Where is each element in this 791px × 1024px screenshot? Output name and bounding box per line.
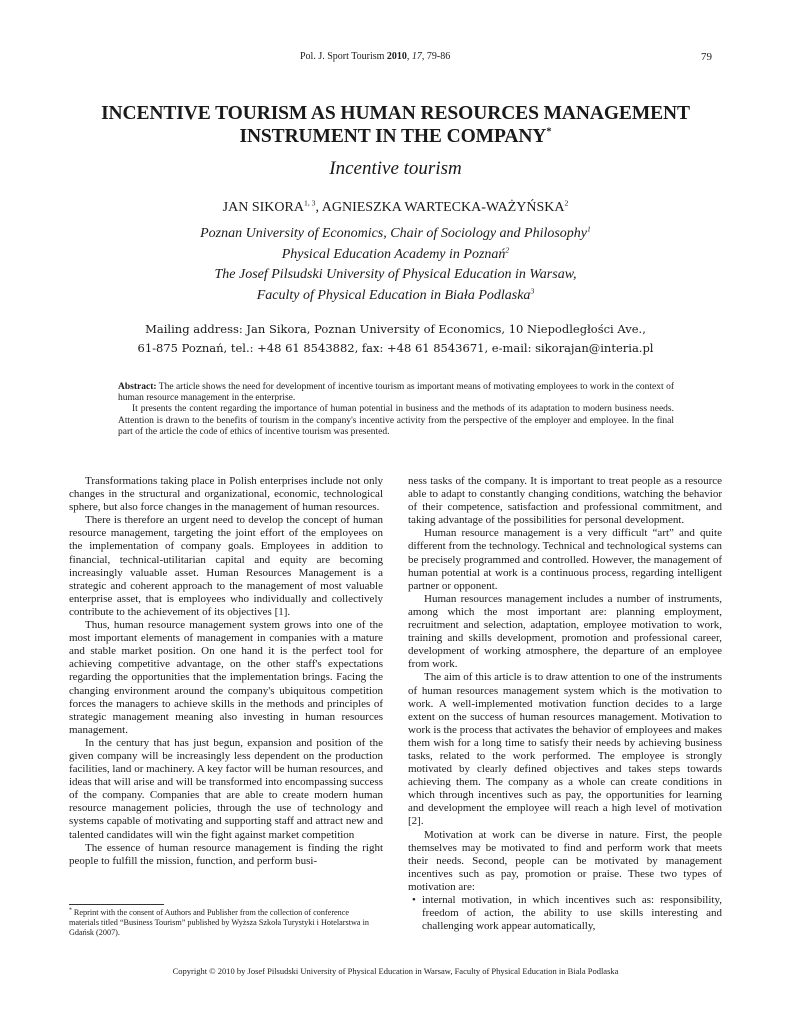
paragraph: Transformations taking place in Polish enterprises include not only changes in the structural and organizational, economic, technological sphere, but also force changes in the management of human resources. [69, 475, 383, 514]
paragraph: Human resource management is a very difficult “art” and quite different from the technology. Technical and technological systems can be precisely programmed and controlled. However, the management of human potential at work is a continuous process, regarding intelligent partner or opponent. [408, 527, 722, 592]
body-column-left [69, 475, 383, 868]
paper-subtitle: Incentive tourism [329, 158, 462, 179]
copyright-notice: Copyright © 2010 by Josef Pilsudski University of Physical Education in Warsaw, Faculty of Physical Education in Biala Podlaska [172, 966, 619, 976]
affiliation-2: Physical Education Academy in Poznań$^2$ [281, 244, 510, 262]
paragraph: ness tasks of the company. It is important to treat people as a resource able to adapt to constantly changing conditions, watching the behavior of their competence, satisfaction and professional commitment, and taking advantage of the possibilities for personal development. [408, 475, 722, 527]
mailing-line-2: 61-875 Poznań, tel.: +48 61 8543882, fax: +48 61 8543671, e-mail: sikorajan@interia.pl [137, 341, 654, 355]
paragraph: Human resources management includes a number of instruments, among which the most important are: planning employment, recruitment and selection, adaptation, employee motivation to work, training and skills development, promotion and professional career, development of working atmosphere, the departure of an employee from work. [408, 592, 722, 671]
title-footnote-marker: * [546, 125, 552, 138]
motivation-list [408, 894, 722, 933]
footnote-divider [69, 904, 164, 905]
paragraph: Thus, human resource management system grows into one of the most important elements of management in companies with a mature and stable market position. On one hand it is the perfect tool for achieving competitive advantage, on the other staff's expectations regarding the opportunities that the implementation brings. Facing the changing environment around the company's ubiquitous competition forces the managers to achieve skills in the methods and principles of strategic management meaning also investing in human resources management. [69, 619, 383, 736]
abstract-paragraph-1: Abstract: The article shows the need for development of incentive tourism as important means of motivating employees to work in the context of human resource management in the enterprise. [118, 382, 674, 404]
footnote: * Reprint with the consent of Authors and Publisher from the collection of conference materials titled “Business Tourism” published by Wyższa Szkoła Turystyki i Hotelarstwa in Gdańsk (2007). [69, 907, 369, 938]
abstract-paragraph-2: It presents the content regarding the importance of human potential in business and the methods of its adaptation to modern business needs. Attention is drawn to the benefits of tourism in the company's incentive activity from the perspective of the employer and employee. In the final part of the article the code of ethics of incentive tourism was presented. [118, 404, 674, 437]
body-column-right [408, 475, 722, 933]
mailing-line-1: Mailing address: Jan Sikora, Poznan University of Economics, 10 Niepodległości Ave., [145, 322, 646, 336]
page-number: 79 [701, 51, 712, 63]
title-line-2: INSTRUMENT IN THE COMPANY* [239, 125, 552, 147]
affiliations [60, 224, 731, 306]
author-list: JAN SIKORA$^{1, 3}$, AGNIESZKA WARTECKA-WAŻYŃSKA$^2$ [222, 198, 569, 215]
bullet-icon: • [412, 894, 416, 906]
title-line-1: INCENTIVE TOURISM AS HUMAN RESOURCES MANAGEMENT [101, 103, 690, 124]
paragraph: The aim of this article is to draw attention to one of the instruments of human resources management system which is the motivation to work. A well-implemented motivation function decides to a large extent on the success of human resources management. Motivation to work is the process that activates the behavior of employees and makes them wish for a long time to satisfy their needs by achieving business tasks, related to the work performed. The employee is strongly motivated by clearly defined objectives and takes steps towards achieving them. The company as a whole can create conditions in which through incentives such as pay, the opportunities for learning and development the employee will reach a high level of motivation [2]. [408, 671, 722, 828]
affiliation-3: The Josef Pilsudski University of Physical Education in Warsaw, [214, 267, 577, 282]
paragraph: In the century that has just begun, expansion and position of the given company will be increasingly less dependent on the production facilities, land or machinery. A key factor will be human resources, and ideas that will arise and will be transformed into encompassing success of the company. Companies that are able to create modern human resource management policies, through the use of technology and systems capable of motivating and supporting staff and attract new and talented candidates will win the fight against market competition [69, 736, 383, 841]
mailing-address [60, 320, 731, 358]
author-2: AGNIESZKA WARTECKA-WAŻYŃSKA [321, 200, 565, 215]
author-1: JAN SIKORA [222, 200, 304, 215]
affiliation-1: Poznan University of Economics, Chair of Sociology and Philosophy$^1$ [200, 224, 591, 241]
list-item: • internal motivation, in which incentives such as: responsibility, freedom of action, the ability to use skills interesting and challenging work appear automatically, [412, 894, 722, 933]
paragraph: The essence of human resource management is finding the right people to fulfill the mission, function, and perform busi- [69, 841, 383, 867]
abstract-label: Abstract: [118, 382, 157, 392]
abstract [118, 382, 674, 438]
paragraph: Motivation at work can be diverse in nature. First, the people themselves may be motivated to find and perform work that meets their needs. Second, people can be motivated by management incentives such as pay, promotion or praise. These two types of motivation are: [408, 828, 722, 893]
paper-title [60, 102, 731, 148]
journal-citation: Pol. J. Sport Tourism 2010, 17, 79-86 [300, 51, 451, 62]
affiliation-4: Faculty of Physical Education in Biała Podlaska$^3$ [256, 285, 535, 303]
paragraph: There is therefore an urgent need to develop the concept of human resource management, targeting the joint effort of the employees on the implementation of company goals. Employees in addition to financial, technical-utilitarian capital and equity are becoming increasingly valuable asset. Human Resources Management is a strategic and coherent approach to the management of most valuable enterprise asset, that is employees who individually and collectively contribute to the achievement of its objectives [1]. [69, 514, 383, 618]
